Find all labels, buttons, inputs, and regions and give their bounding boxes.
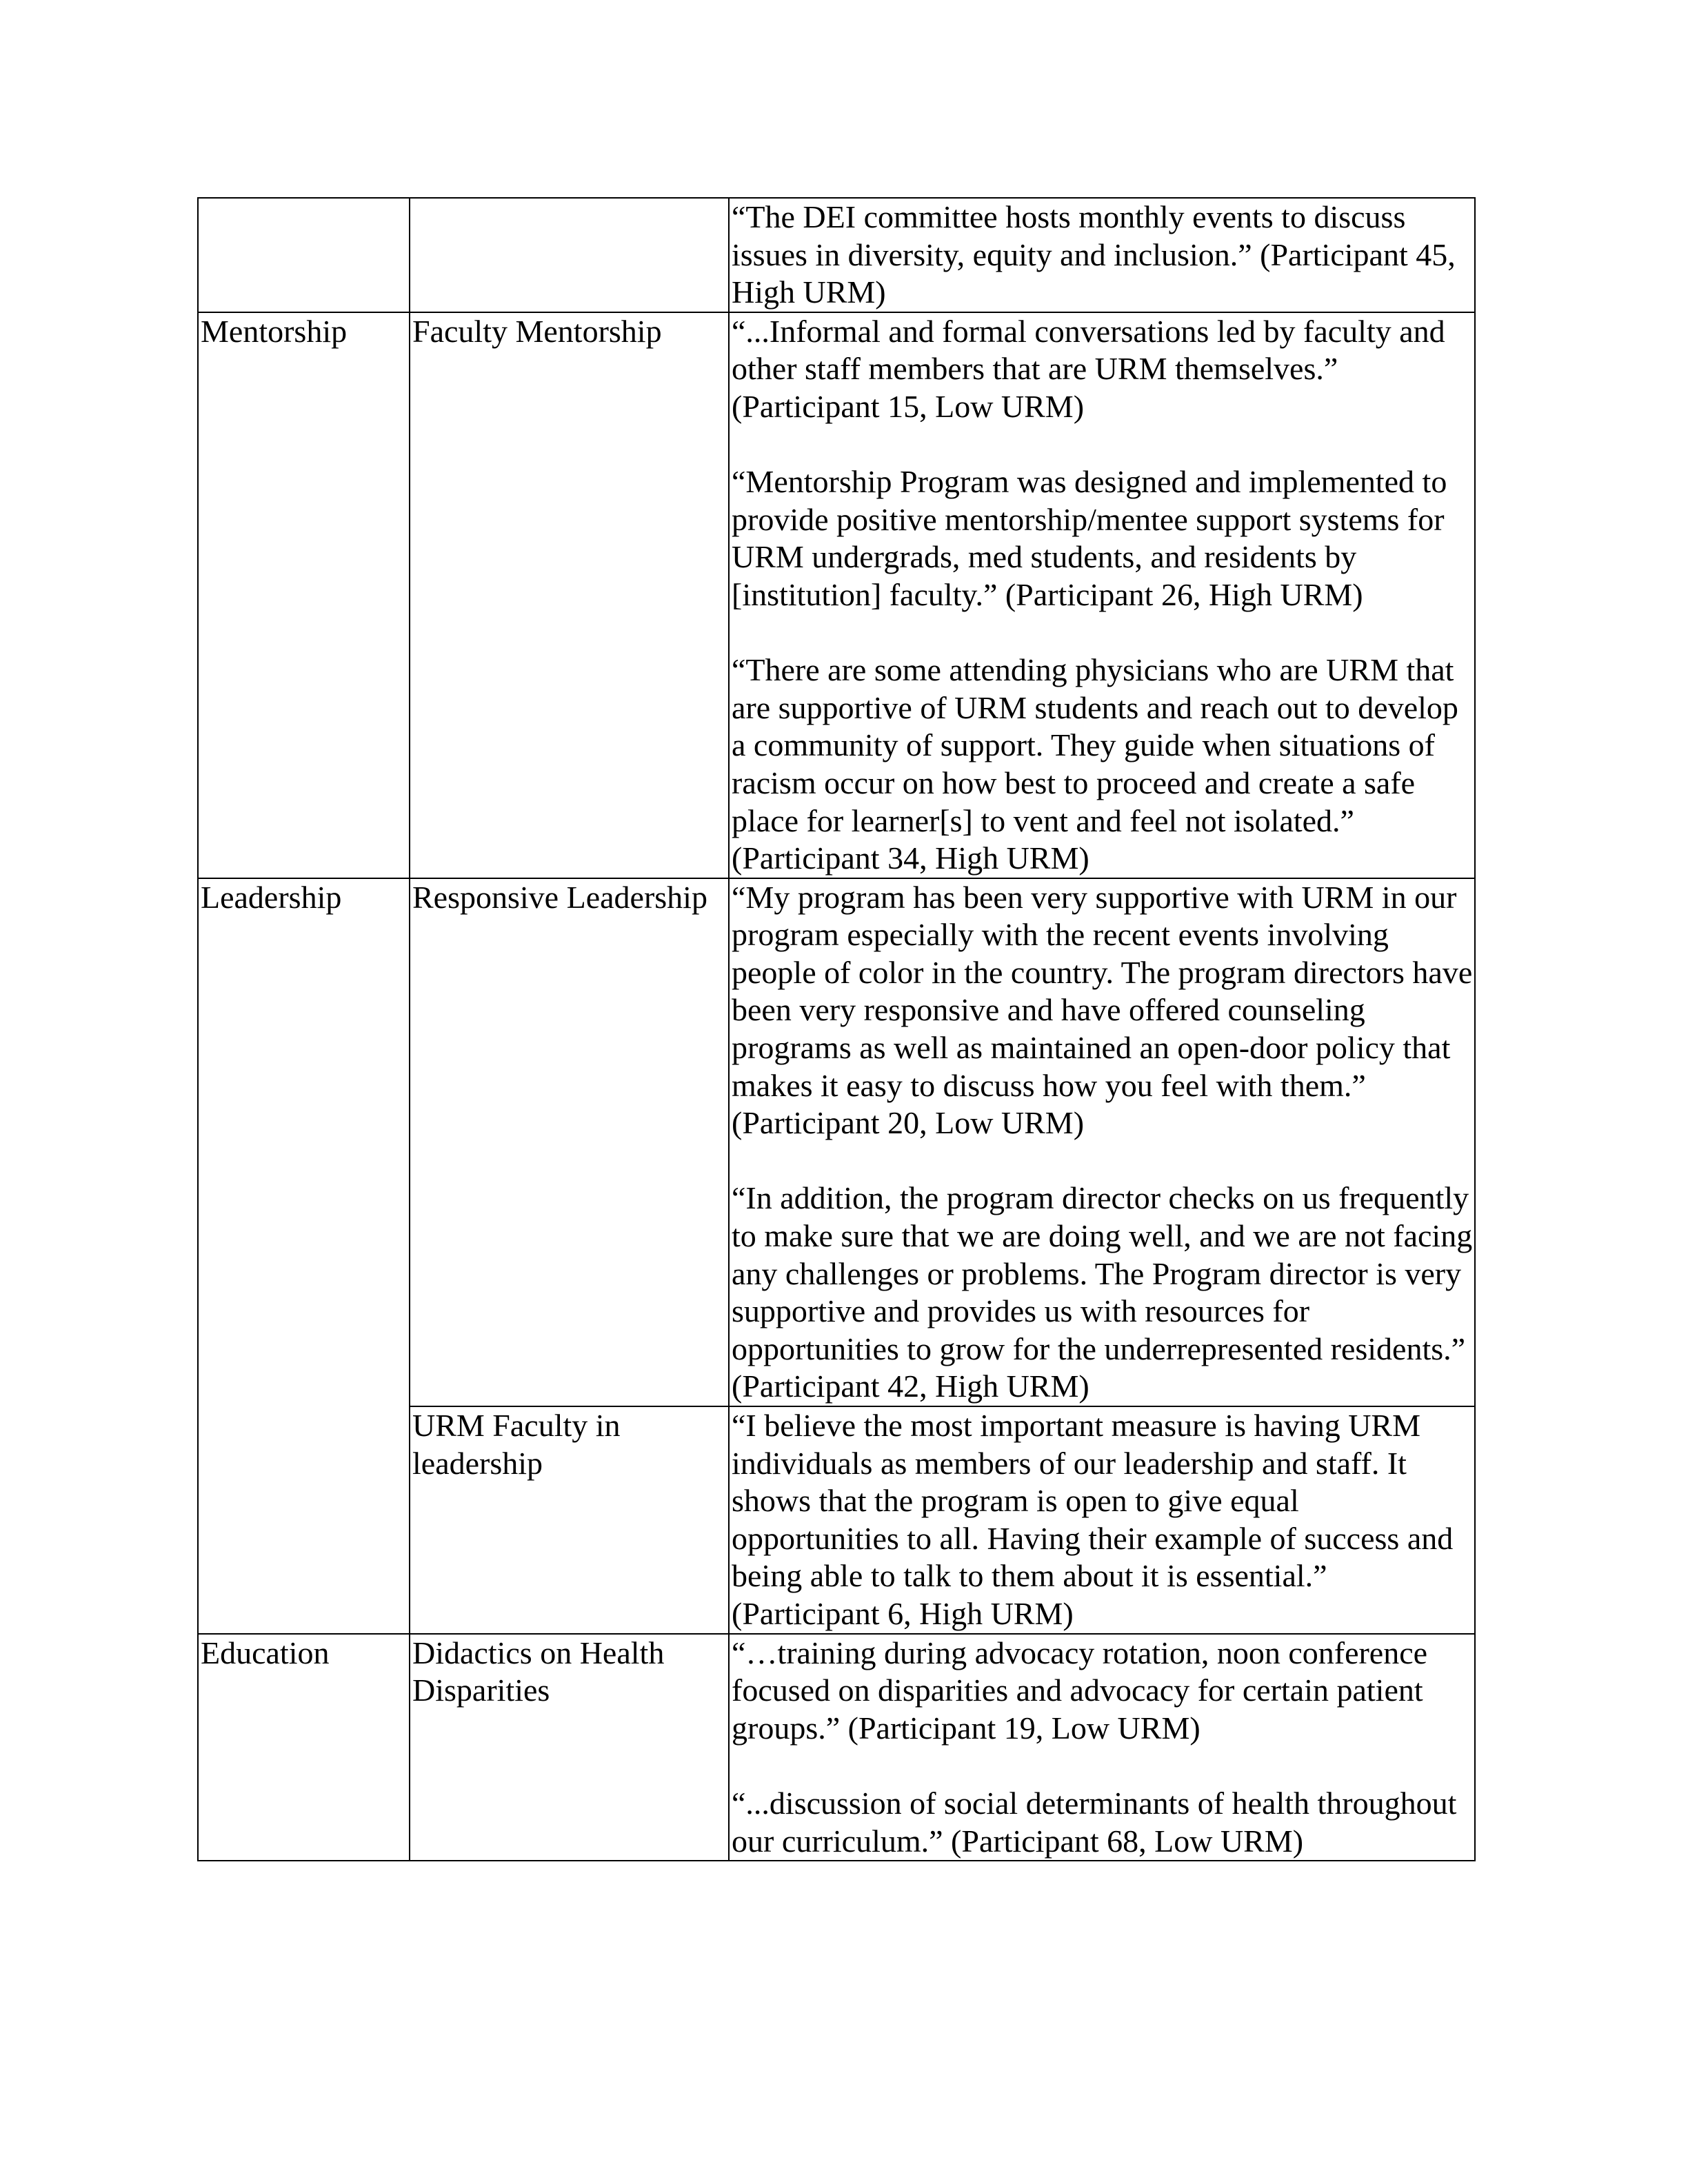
quote-text: “...Informal and formal conversations led by faculty and other staff members that are URM themselves.” (Participant 15, Low URM) [732,313,1445,424]
theme-cell: Education [198,1634,410,1861]
quote-text: “I believe the most important measure is having URM individuals as members of our leadership and staff. It shows that the program is open to give equal opportunities to all. Having their example of success and being able to talk to them about it is essential.” (Participant 6, High URM) [732,1408,1454,1631]
quotes-cell [729,312,1475,878]
quote-text: “...discussion of social determinants of health throughout our curriculum.” (Participant 68, Low URM) [732,1785,1457,1859]
quotes-cell [729,198,1475,312]
theme-cell: Mentorship [198,312,410,878]
themes-table [197,197,1476,1861]
theme-cell [198,198,410,312]
quote-text: “There are some attending physicians who are URM that are supportive of URM students and reach out to develop a community of support. They guide when situations of racism occur on how best to proceed and create a safe place for learner[s] to vent and feel not isolated.” (Participant 34, High URM) [732,652,1458,876]
subtheme-cell: Didactics on Health Disparities [410,1634,729,1861]
quotes-cell [729,1406,1475,1634]
quote-text: “In addition, the program director checks on us frequently to make sure that we are doing well, and we are not facing any challenges or problems. The Program director is very supportive and provides us with resources for opportunities to grow for the underrepresented residents.” (Participant 42, High URM) [732,1180,1473,1404]
quote-text: “…training during advocacy rotation, noon conference focused on disparities and advocacy for certain patient groups.” (Participant 19, Low URM) [732,1635,1428,1746]
quote-text: “Mentorship Program was designed and implemented to provide positive mentorship/mentee support systems for URM undergrads, med students, and residents by [institution] faculty.” (Participant 26, High URM) [732,464,1447,612]
quotes-cell [729,1634,1475,1861]
quote-text: “The DEI committee hosts monthly events to discuss issues in diversity, equity and inclusion.” (Participant 45, High URM) [732,199,1456,310]
subtheme-cell [410,198,729,312]
subtheme-cell: Responsive Leadership [410,878,729,1406]
table-row [198,198,1475,312]
quote-text: “My program has been very supportive with URM in our program especially with the recent events involving people of color in the country. The program directors have been very responsive and have offered counseling programs as well as maintained an open-door policy that makes it easy to discuss how you feel with them.” (Participant 20, Low URM) [732,879,1473,1141]
quotes-cell [729,878,1475,1406]
subtheme-cell: URM Faculty in leadership [410,1406,729,1634]
document-page [197,197,1476,1861]
subtheme-cell: Faculty Mentorship [410,312,729,878]
table-row [198,312,1475,878]
table-row [198,878,1475,1406]
table-row [198,1634,1475,1861]
theme-cell: Leadership [198,878,410,1634]
